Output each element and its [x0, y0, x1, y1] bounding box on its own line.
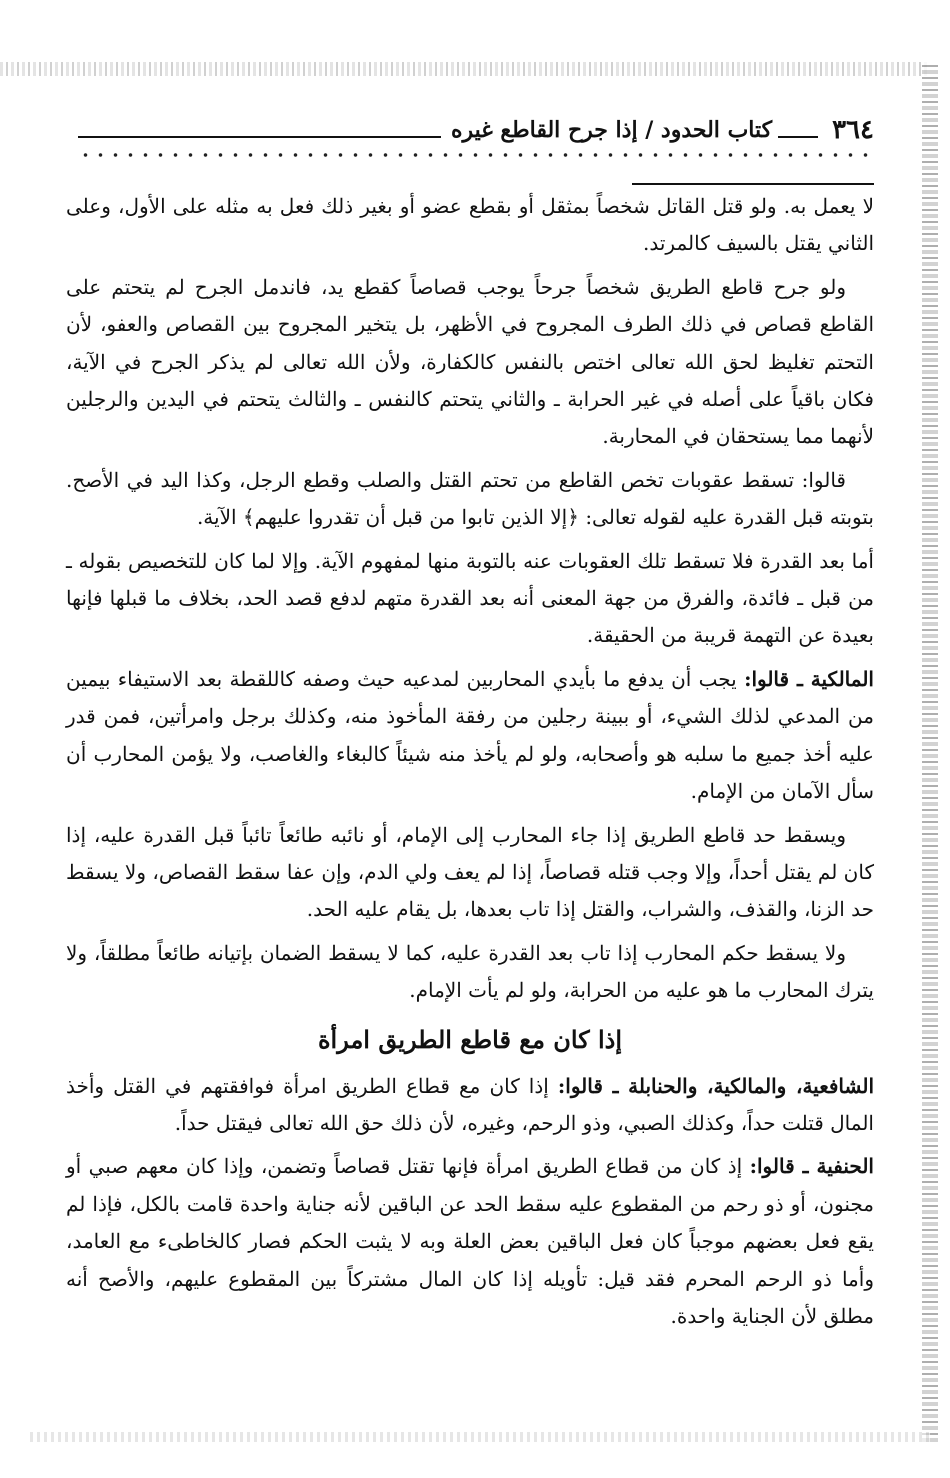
- paragraph-text: يجب أن يدفع ما بأيدي المحاربين لمدعيه حيث وصفه كاللقطة بعد الاستيفاء بيمين من المدعي لذلك الشيء، أو ببينة رجلين من رفقة المأخوذ منه، وكذلك برجل وامرأتين، فمن قدر عليه أخذ جميع ما سلبه هو وأصحابه، ولو لم يأخذ منه شيئاً كالبغاء والغاصب، ولا يؤمن المحارب أن سأل الآمان من الإمام.: [66, 666, 874, 804]
- paragraph-text: إذا كان مع قطاع الطريق امرأة فوافقتهم في القتل وأخذ المال قتلت حداً، وكذلك الصبي، وذو الرحم، وغيره، لأن ذلك حق الله تعالى فيقتل حداً.: [66, 1073, 874, 1135]
- section-heading: إذا كان مع قاطع الطريق امرأة: [317, 1024, 623, 1054]
- school-lead: المالكية ـ قالوا:: [744, 666, 874, 691]
- paragraph: أما بعد القدرة فلا تسقط تلك العقوبات عنه بالتوبة منها لمفهوم الآية. وإلا لما كان للتخصيص بقوله ـ من قبل ـ فائدة، والفرق من جهة المعنى أنه بعد القدرة متهم لدفع قصد الحد، بخلاف ما قبلها فإنها بعيدة عن التهمة قريبة من الحقيقة.: [66, 548, 875, 648]
- school-lead: الحنفية ـ قالوا:: [749, 1154, 874, 1179]
- decorative-side-border: [922, 62, 938, 1442]
- page-body: [66, 188, 874, 1341]
- paragraph: [66, 1068, 874, 1143]
- paragraph: قالوا: تسقط عقوبات تخص القاطع من تحتم القتل والصلب وقطع الرجل، وكذا اليد في الأصح. بتوبته قبل القدرة عليه لقوله تعالى: ﴿إلا الذين تابوا من قبل أن تقدروا عليهم﴾ الآية.: [66, 467, 874, 530]
- header-rule-long: [78, 136, 441, 138]
- paragraph: [66, 1148, 874, 1335]
- decorative-top-border: [0, 62, 930, 76]
- dotted-separator: [78, 150, 874, 160]
- header-title: كتاب الحدود / إذا جرح القاطع غيره: [450, 117, 773, 143]
- paragraph: لا يعمل به. ولو قتل القاتل شخصاً بمثقل أو بقطع عضو أو بغير ذلك فعل به مثله على الأول، وعلى الثاني يقتل بالسيف كالمرتد.: [66, 194, 874, 256]
- paragraph: ويسقط حد قاطع الطريق إذا جاء المحارب إلى الإمام، أو نائبه طائعاً تائباً قبل القدرة عليه، إذا كان لم يقتل أحداً، وإلا وجب قتله قصاصاً، إذا لم يعف ولي الدم، وإن عفا سقط القصاص، ولا يسقط حد الزنا، والقذف، والشراب، والقتل إذا تاب بعدها، بل يقام عليه الحد.: [66, 822, 874, 922]
- paragraph: ولا يسقط حكم المحارب إذا تاب بعد القدرة عليه، كما لا يسقط الضمان بإتيانه طائعاً مطلقاً، ولا يترك المحارب ما هو عليه من الحرابة، ولو لم يأت الإمام.: [66, 940, 874, 1003]
- page-number: ٣٦٤: [832, 115, 874, 145]
- running-header: [78, 110, 874, 150]
- footnote-rule: [632, 183, 874, 185]
- paragraph: ولو جرح قاطع الطريق شخصاً جرحاً يوجب قصاصاً كقطع يد، فاندمل الجرح لم يتحتم على القاطع قصاص في ذلك الطرف المجروح في الأظهر، بل يتخير المجروح بين القصاص والعفو، لأن التحتم تغليظ لحق الله تعالى اختص بالنفس كالكفارة، ولأن الله تعالى لم يذكر الجرح في الآية، فكان باقياً على أصله في غير الحرابة ـ والثاني يتحتم كالنفس ـ والثالث يتحتم في اليدين والرجلين لأنهما مما يستحقان في المحاربة.: [66, 274, 875, 449]
- decorative-bottom-border: [30, 1432, 930, 1442]
- header-rule: [778, 136, 818, 138]
- school-lead: الشافعية، والمالكية، والحنابلة ـ قالوا:: [557, 1073, 875, 1098]
- paragraph: [66, 661, 874, 811]
- paragraph-text: إذ كان من قطاع الطريق امرأة فإنها تقتل قصاصاً وتضمن، وإذا كان معهم صبي أو مجنون، أو ذو رحم من المقطوع عليه سقط الحد عن الباقين لأنه جناية واحدة قامت بالكل، فإذا لم يقع فعل بعضهم موجباً كان فعل الباقين بعض العلة وبه لا يثبت الحكم فصار كالخاطىء مع العامد، وأما ذو الرحم المحرم فقد قيل: تأويله إذا كان المال مشتركاً بين المقطوع عليهم، والأصح أنه مطلق لأن الجناية واحدة.: [66, 1154, 874, 1328]
